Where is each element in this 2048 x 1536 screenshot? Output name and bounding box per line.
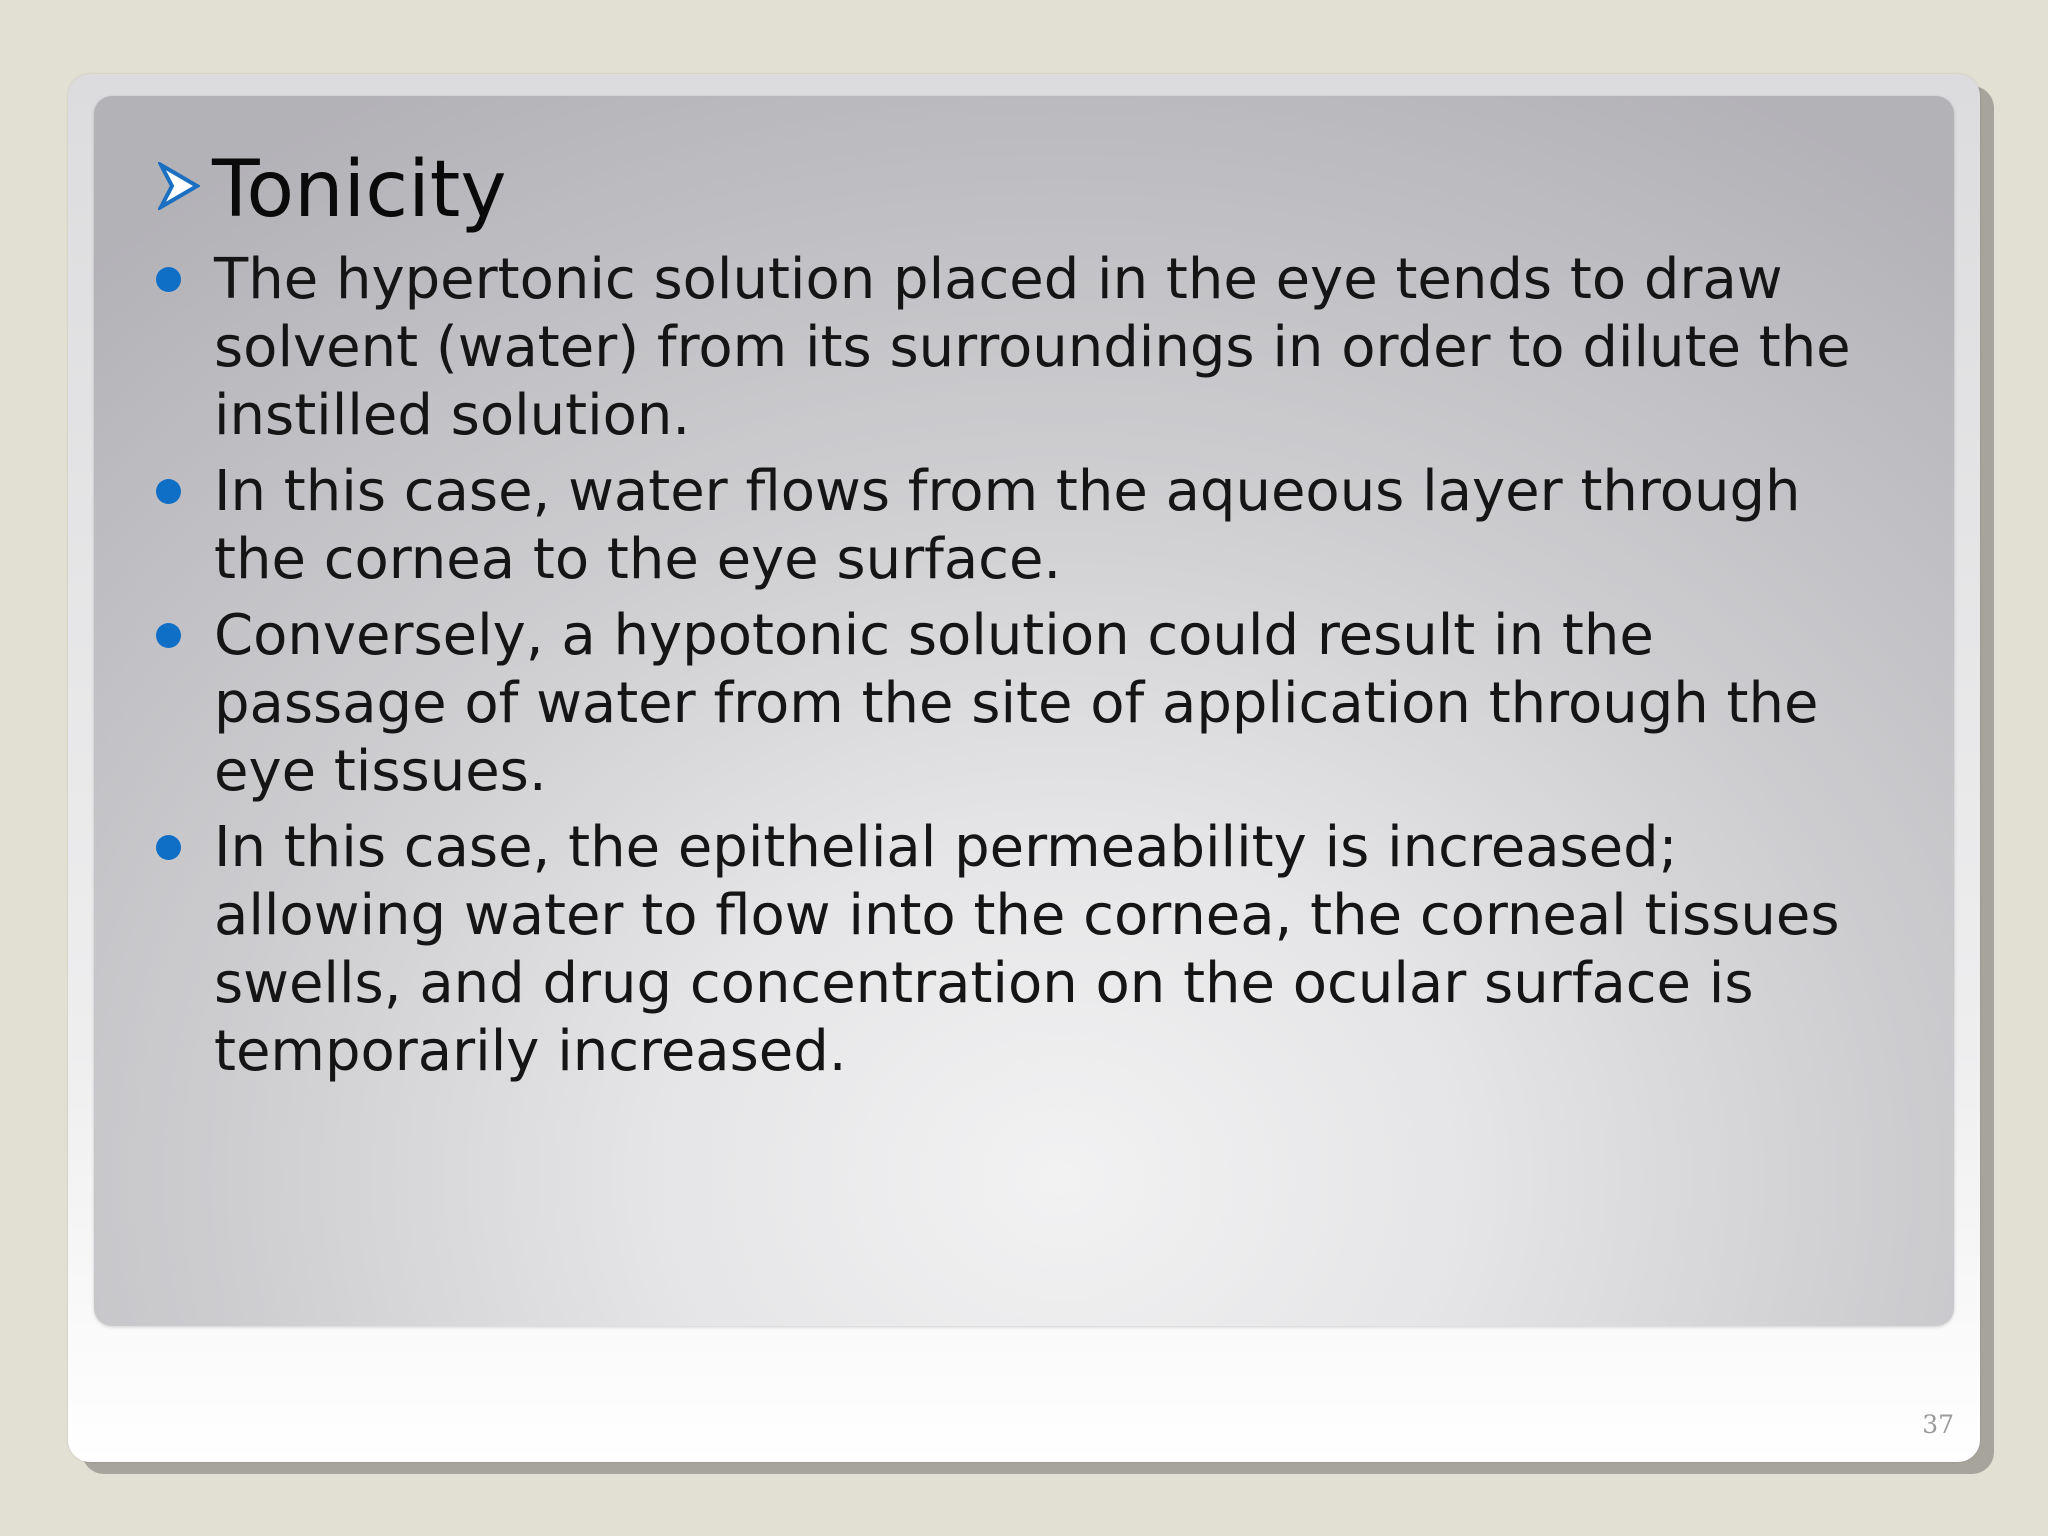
bullet-item: [150, 458, 1910, 594]
slide-title: Tonicity: [212, 145, 507, 235]
circle-bullet-icon: [156, 479, 181, 504]
arrow-bullet-icon: [158, 162, 200, 210]
bullet-text: In this case, water flows from the aqueous layer through the cornea to the eye surface.: [214, 459, 1801, 592]
bullet-item: [150, 246, 1910, 450]
bullet-list: [150, 246, 1910, 1094]
bullet-item: [150, 602, 1910, 806]
bullet-item: [150, 814, 1910, 1086]
circle-bullet-icon: [156, 267, 181, 292]
bullet-text: Conversely, a hypotonic solution could result in the passage of water from the site of application through the eye tissues.: [214, 603, 1819, 804]
bullet-text: In this case, the epithelial permeability is increased; allowing water to flow into the cornea, the corneal tissues swells, and drug concentration on the ocular surface is temporarily increased.: [214, 815, 1840, 1084]
circle-bullet-icon: [156, 835, 181, 860]
circle-bullet-icon: [156, 623, 181, 648]
bullet-text: The hypertonic solution placed in the eye tends to draw solvent (water) from its surroundings in order to dilute the instilled solution.: [214, 247, 1851, 448]
slide-number: 37: [1922, 1410, 1954, 1439]
